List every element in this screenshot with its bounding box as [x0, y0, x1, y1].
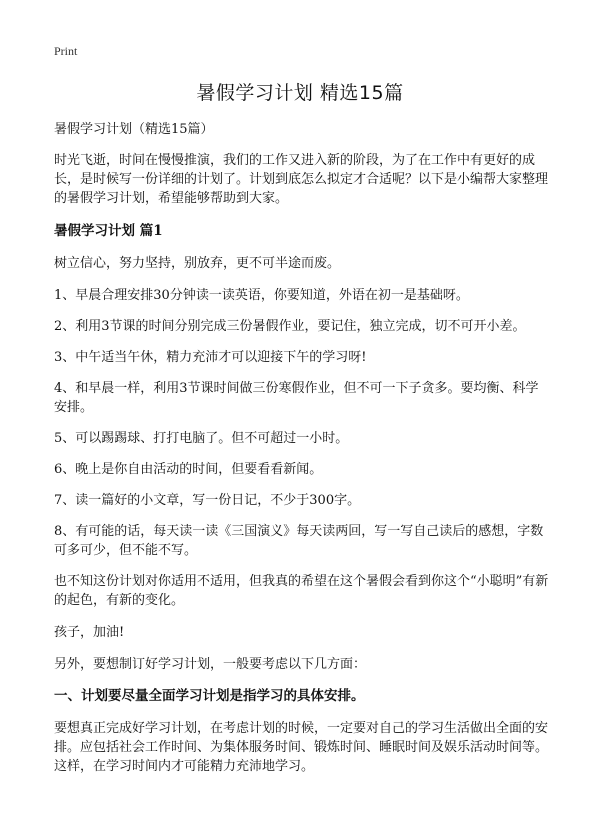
plan-step: 3、中午适当午休，精力充沛才可以迎接下午的学习呀! [54, 350, 367, 365]
plan-step: 5、可以踢踢球、打打电脑了。但不可超过一小时。 [54, 431, 349, 446]
cheer-line: 孩子，加油! [54, 625, 125, 640]
plan-step: 8、有可能的话，每天读一读《三国演义》每天读两回，写一写自己读后的感想，字数可多可少，但不能不写。 [54, 524, 544, 558]
plan-step: 4、和早晨一样，利用3节课时间做三份寒假作业，但不可一下子贪多。要均衡、科学安排。 [54, 381, 539, 415]
document-subtitle: 暑假学习计划（精选15篇） [54, 122, 214, 137]
additional-paragraph: 另外，要想制订好学习计划，一般要考虑以下几方面： [54, 657, 367, 672]
closing-paragraph: 也不知这份计划对你适用不适用，但我真的希望在这个暑假会看到你这个“小聪明”有新的起色，有新的变化。 [54, 574, 549, 608]
document-body [54, 120, 550, 789]
section-heading-1: 暑假学习计划 篇1 [54, 223, 163, 239]
print-link[interactable]: Print [54, 44, 78, 58]
page-title: 暑假学习计划 精选15篇 [196, 82, 404, 104]
plan-step: 1、早晨合理安排30分钟读一读英语，你要知道，外语在初一是基础呀。 [54, 288, 469, 303]
section-heading-2: 一、计划要尽量全面学习计划是指学习的具体安排。 [54, 688, 365, 704]
intro-paragraph: 时光飞逝，时间在慢慢推演，我们的工作又进入新的阶段，为了在工作中有更好的成长，是时候写一份详细的计划了。计划到底怎么拟定才合适呢？以下是小编帮大家整理的暑假学习计划，希望能够帮助到大家。 [54, 153, 549, 206]
section2-body: 要想真正完成好学习计划，在考虑计划的时候，一定要对自己的学习生活做出全面的安排。应包括社会工作时间、为集体服务时间、锻炼时间、睡眠时间及娱乐活动时间等。这样，在学习时间内才可能精力充沛地学习。 [54, 721, 549, 774]
plan-step: 7、读一篇好的小文章，写一份日记，不少于300字。 [54, 493, 361, 508]
plan-step: 2、利用3节课的时间分别完成三份暑假作业，要记住，独立完成，切不可开小差。 [54, 319, 526, 334]
plan-step: 6、晚上是你自由活动的时间，但要看看新闻。 [54, 462, 323, 477]
section-lead: 树立信心，努力坚持，别放弃，更不可半途而废。 [54, 256, 341, 271]
